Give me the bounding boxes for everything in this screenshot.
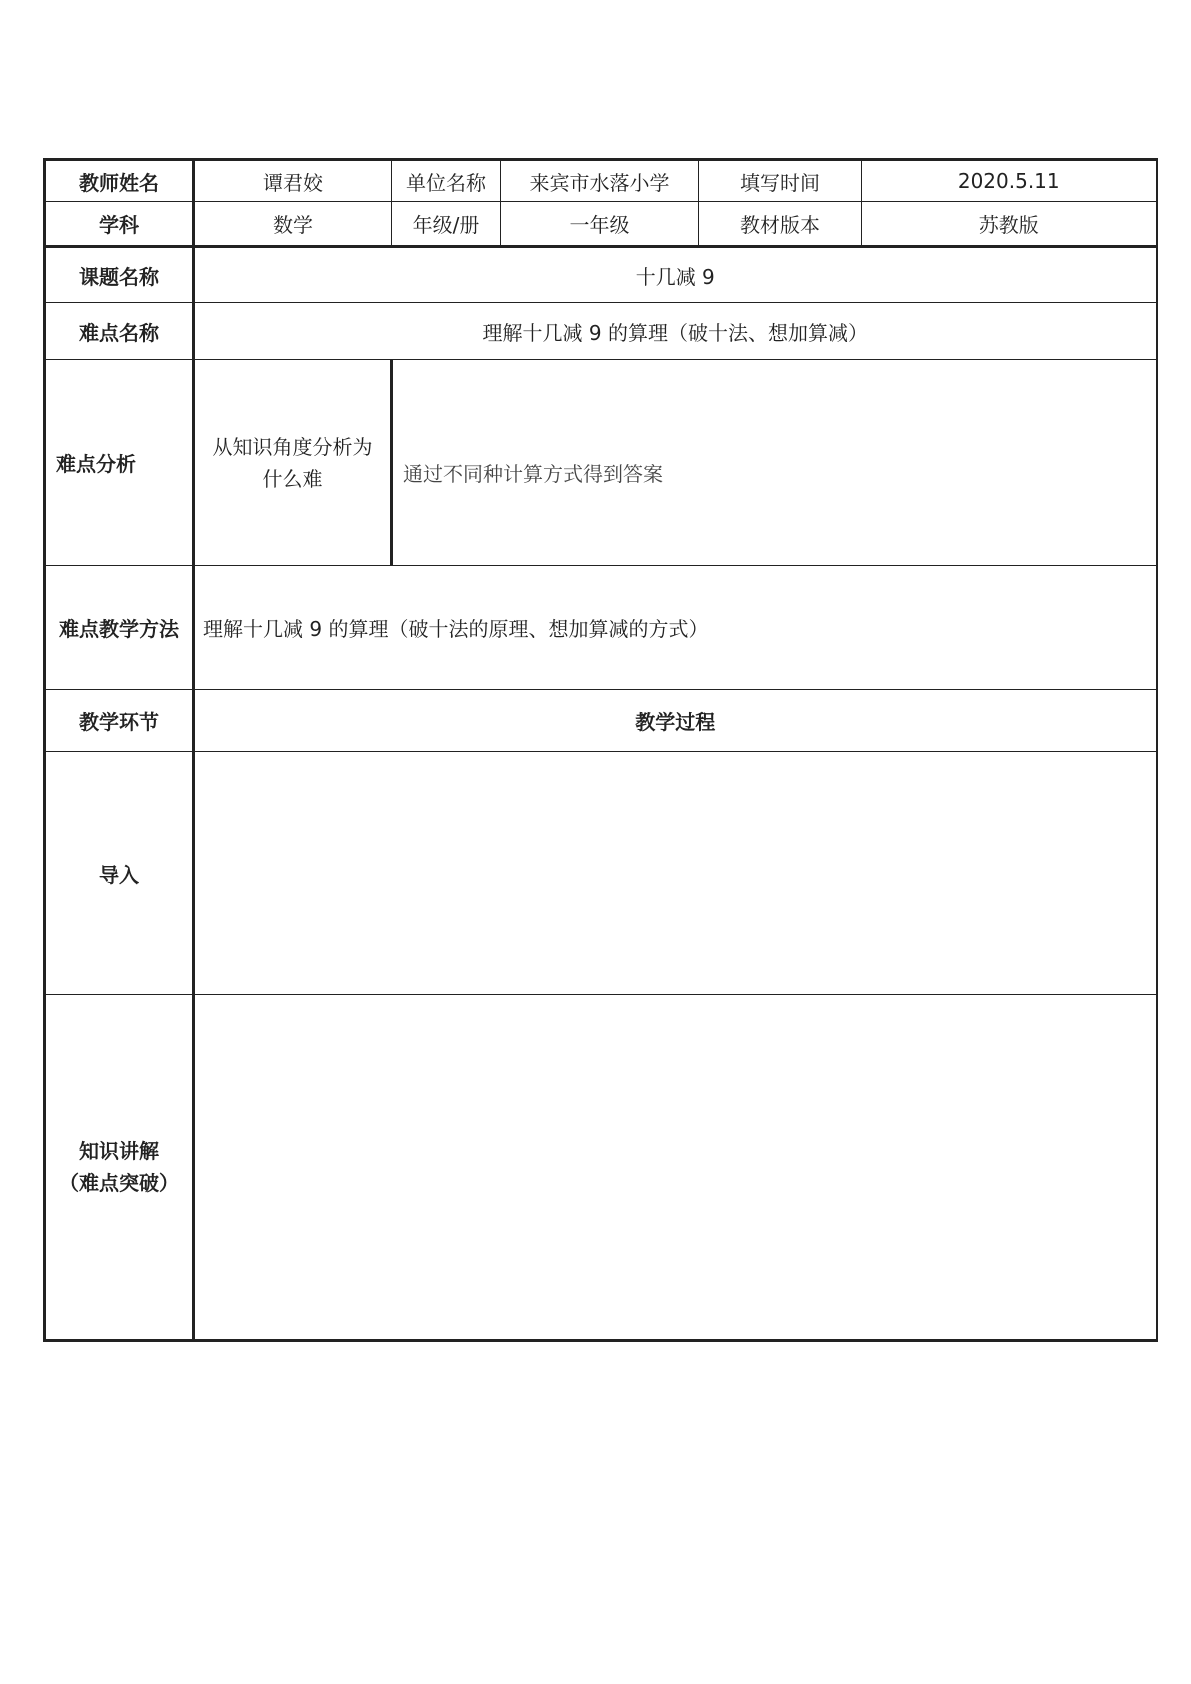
- header-row-2: [45, 202, 1157, 247]
- difficulty-name-value: 理解十几减 9 的算理（破十法、想加算减）: [194, 303, 1157, 360]
- difficulty-analysis-value: 通过不同种计算方式得到答案: [392, 360, 1157, 566]
- intro-label: 导入: [45, 752, 194, 995]
- teaching-method-label: 难点教学方法: [45, 566, 194, 690]
- unit-name-value: 来宾市水落小学: [501, 160, 699, 202]
- header-row-1: [45, 160, 1157, 202]
- topic-label: 课题名称: [45, 247, 194, 303]
- difficulty-analysis-sublabel-line2: 什么难: [262, 466, 323, 491]
- lesson-plan-table: [43, 158, 1158, 1342]
- explanation-row: [45, 995, 1157, 1341]
- fill-date-value: 2020.5.11: [862, 160, 1157, 202]
- difficulty-analysis-row: [45, 360, 1157, 566]
- edition-label: 教材版本: [699, 202, 862, 247]
- grade-value: 一年级: [501, 202, 699, 247]
- difficulty-name-row: [45, 303, 1157, 360]
- explanation-label-line2: （难点突破）: [59, 1171, 179, 1195]
- teaching-method-row: [45, 566, 1157, 690]
- difficulty-name-label: 难点名称: [45, 303, 194, 360]
- teacher-name-value: 谭君姣: [194, 160, 392, 202]
- difficulty-analysis-sublabel: [194, 360, 392, 566]
- intro-content: [194, 752, 1157, 995]
- explanation-label: [45, 995, 194, 1341]
- intro-row: [45, 752, 1157, 995]
- difficulty-analysis-sublabel-line1: 从知识角度分析为: [212, 434, 373, 459]
- teaching-stage-header: 教学环节: [45, 690, 194, 752]
- topic-row: [45, 247, 1157, 303]
- teacher-name-label: 教师姓名: [45, 160, 194, 202]
- topic-value: 十几减 9: [194, 247, 1157, 303]
- edition-value: 苏教版: [862, 202, 1157, 247]
- explanation-content: [194, 995, 1157, 1341]
- explanation-label-line1: 知识讲解: [79, 1139, 159, 1163]
- process-header-row: [45, 690, 1157, 752]
- subject-label: 学科: [45, 202, 194, 247]
- grade-label: 年级/册: [392, 202, 501, 247]
- teaching-method-value: 理解十几减 9 的算理（破十法的原理、想加算减的方式）: [194, 566, 1157, 690]
- difficulty-analysis-label: 难点分析: [45, 360, 194, 566]
- subject-value: 数学: [194, 202, 392, 247]
- fill-date-label: 填写时间: [699, 160, 862, 202]
- unit-name-label: 单位名称: [392, 160, 501, 202]
- lesson-plan-sheet: [43, 158, 1155, 1342]
- teaching-process-header: 教学过程: [194, 690, 1157, 752]
